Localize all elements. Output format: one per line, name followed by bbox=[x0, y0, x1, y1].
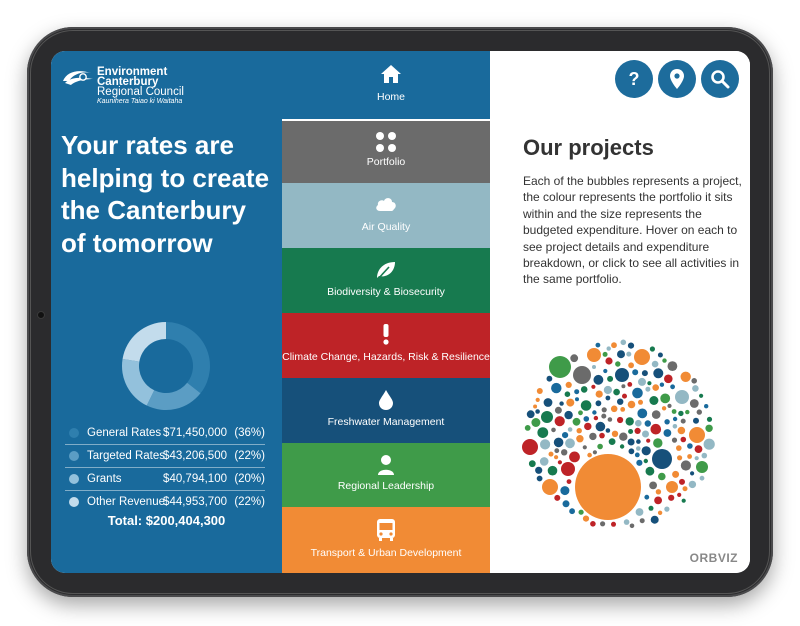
project-bubble[interactable] bbox=[611, 522, 616, 527]
project-bubble[interactable] bbox=[573, 366, 591, 384]
legend-amount: $71,450,000 bbox=[163, 427, 227, 439]
projects-title: Our projects bbox=[523, 135, 654, 160]
project-bubble[interactable] bbox=[652, 410, 661, 419]
legend-percent: (36%) bbox=[234, 427, 265, 439]
legend-amount: $43,206,500 bbox=[163, 450, 227, 462]
project-bubble[interactable] bbox=[620, 407, 625, 412]
project-bubble[interactable] bbox=[651, 424, 662, 435]
funding-legend bbox=[65, 422, 265, 513]
project-bubble[interactable] bbox=[651, 516, 659, 524]
project-bubble[interactable] bbox=[596, 422, 606, 432]
project-bubble[interactable] bbox=[548, 466, 558, 476]
project-bubble[interactable] bbox=[522, 439, 538, 455]
project-bubble[interactable] bbox=[650, 346, 655, 351]
project-bubble[interactable] bbox=[660, 383, 664, 387]
project-bubble[interactable] bbox=[658, 353, 663, 358]
project-bubble[interactable] bbox=[691, 378, 697, 384]
project-bubble[interactable] bbox=[642, 446, 651, 455]
project-bubble[interactable] bbox=[660, 394, 670, 404]
project-bubble[interactable] bbox=[551, 428, 556, 433]
project-bubble[interactable] bbox=[672, 409, 677, 414]
water-drop-icon bbox=[282, 389, 490, 413]
project-bubble[interactable] bbox=[601, 414, 606, 419]
project-bubble[interactable] bbox=[638, 378, 646, 386]
project-bubble[interactable] bbox=[654, 497, 662, 505]
project-bubble[interactable] bbox=[560, 486, 569, 495]
logo-tagline: Kaunihera Taiao ki Waitaha bbox=[97, 98, 183, 105]
cloud-icon bbox=[282, 195, 490, 219]
project-bubble[interactable] bbox=[617, 417, 623, 423]
legend-name: Grants bbox=[87, 473, 122, 485]
project-bubble[interactable] bbox=[662, 358, 666, 362]
project-bubble[interactable] bbox=[611, 406, 618, 413]
project-bubble[interactable] bbox=[603, 369, 607, 373]
project-bubble[interactable] bbox=[575, 397, 579, 401]
funding-donut-chart bbox=[121, 321, 211, 411]
project-bubble[interactable] bbox=[600, 521, 605, 526]
project-bubble[interactable] bbox=[681, 419, 686, 424]
project-bubble[interactable] bbox=[581, 386, 588, 393]
project-bubble[interactable] bbox=[554, 455, 558, 459]
project-bubble[interactable] bbox=[689, 481, 696, 488]
project-bubble[interactable] bbox=[607, 346, 611, 350]
nav-item-home[interactable] bbox=[282, 51, 500, 119]
project-bubble[interactable] bbox=[613, 389, 620, 396]
project-bubble[interactable] bbox=[697, 409, 702, 414]
project-bubble[interactable] bbox=[540, 457, 549, 466]
nav-item-regional-leadership[interactable] bbox=[282, 443, 490, 507]
project-bubble[interactable] bbox=[589, 433, 596, 440]
project-bubble[interactable] bbox=[590, 521, 596, 527]
project-bubble[interactable] bbox=[664, 419, 669, 424]
project-bubble[interactable] bbox=[541, 411, 553, 423]
project-bubble[interactable] bbox=[549, 356, 571, 378]
project-bubble[interactable] bbox=[576, 435, 583, 442]
project-bubble[interactable] bbox=[681, 460, 691, 470]
nav-item-portfolio[interactable] bbox=[282, 121, 490, 183]
project-bubble[interactable] bbox=[604, 386, 612, 394]
project-bubble[interactable] bbox=[649, 482, 657, 490]
project-bubble[interactable] bbox=[555, 407, 562, 414]
project-bubble[interactable] bbox=[527, 410, 535, 418]
project-bubble[interactable] bbox=[677, 493, 681, 497]
project-bubble[interactable] bbox=[652, 361, 659, 368]
project-bubble[interactable] bbox=[627, 382, 632, 387]
project-bubble[interactable] bbox=[673, 424, 678, 429]
location-button[interactable] bbox=[658, 60, 696, 98]
project-bubble[interactable] bbox=[704, 404, 708, 408]
project-bubble[interactable] bbox=[540, 439, 550, 449]
logo-text-line2: Canterbury bbox=[97, 76, 159, 88]
project-bubble[interactable] bbox=[584, 416, 590, 422]
logo-icon bbox=[61, 65, 95, 91]
project-bubble[interactable] bbox=[658, 511, 662, 515]
project-bubble[interactable] bbox=[681, 437, 687, 443]
project-bubble[interactable] bbox=[636, 446, 641, 451]
project-bubble[interactable] bbox=[644, 495, 649, 500]
brand-logo: ORBVIZ bbox=[689, 551, 738, 565]
project-bubble[interactable] bbox=[596, 400, 602, 406]
project-bubble[interactable] bbox=[653, 368, 663, 378]
project-bubble[interactable] bbox=[664, 375, 673, 384]
project-bubble[interactable] bbox=[642, 370, 648, 376]
project-bubble[interactable] bbox=[569, 452, 580, 463]
project-bubble[interactable] bbox=[667, 404, 671, 408]
project-bubble[interactable] bbox=[685, 410, 689, 414]
project-bubble[interactable] bbox=[594, 375, 604, 385]
legend-row-general-rates[interactable] bbox=[65, 422, 265, 445]
project-bubble[interactable] bbox=[636, 439, 641, 444]
project-bubble[interactable] bbox=[670, 384, 675, 389]
project-bubble[interactable] bbox=[593, 450, 597, 454]
home-icon bbox=[282, 64, 500, 88]
project-bubble[interactable] bbox=[672, 438, 677, 443]
legend-dot bbox=[69, 474, 79, 484]
project-bubble[interactable] bbox=[695, 456, 699, 460]
project-bubble[interactable] bbox=[629, 448, 635, 454]
project-bubble[interactable] bbox=[587, 348, 601, 362]
project-bubble[interactable] bbox=[558, 460, 562, 464]
project-bubble[interactable] bbox=[664, 507, 669, 512]
project-bubble[interactable] bbox=[645, 420, 651, 426]
project-bubble[interactable] bbox=[535, 467, 542, 474]
nav-item-climate-change[interactable] bbox=[282, 313, 490, 378]
project-bubble[interactable] bbox=[676, 445, 682, 451]
legend-dot bbox=[69, 428, 79, 438]
project-bubble[interactable] bbox=[581, 400, 592, 411]
donut-slice[interactable] bbox=[166, 322, 210, 393]
project-bubble[interactable] bbox=[597, 444, 603, 450]
project-bubble[interactable] bbox=[565, 438, 575, 448]
project-bubble[interactable] bbox=[707, 417, 712, 422]
project-bubble[interactable] bbox=[632, 388, 643, 399]
logo-text-line3: Regional Council bbox=[97, 86, 184, 98]
project-bubble[interactable] bbox=[628, 439, 635, 446]
project-bubble[interactable] bbox=[653, 438, 662, 447]
project-bubble[interactable] bbox=[617, 350, 625, 358]
project-bubble[interactable] bbox=[632, 369, 638, 375]
search-icon bbox=[710, 69, 730, 89]
project-bubble[interactable] bbox=[563, 500, 570, 507]
legend-name: Other Revenue bbox=[87, 496, 165, 508]
nav-label: Regional Leadership bbox=[337, 480, 435, 492]
nav-label: Freshwater Management bbox=[327, 416, 445, 428]
project-bubble[interactable] bbox=[681, 372, 691, 382]
project-bubble[interactable] bbox=[647, 381, 651, 385]
project-bubble[interactable] bbox=[529, 460, 536, 467]
project-bubble[interactable] bbox=[605, 357, 612, 364]
headline: Your rates are helping to create the Canterbury of tomorrow bbox=[61, 130, 270, 258]
project-bubble[interactable] bbox=[584, 423, 591, 430]
legend-percent: (22%) bbox=[234, 450, 265, 462]
projects-panel bbox=[490, 51, 750, 573]
project-bubble[interactable] bbox=[656, 489, 661, 494]
legend-dot bbox=[69, 451, 79, 461]
nav-label: Home bbox=[376, 91, 405, 103]
project-bubble[interactable] bbox=[649, 396, 658, 405]
project-bubble[interactable] bbox=[638, 400, 643, 405]
search-button[interactable] bbox=[701, 60, 739, 98]
project-bubble[interactable] bbox=[662, 406, 666, 410]
project-bubble[interactable] bbox=[652, 384, 659, 391]
legend-row-targeted-rates[interactable] bbox=[65, 445, 265, 468]
project-bubble[interactable] bbox=[596, 343, 601, 348]
project-bubble[interactable] bbox=[531, 418, 540, 427]
camera-icon bbox=[37, 311, 45, 319]
nav-label: Climate Change, Hazards, Risk & Resilience bbox=[282, 351, 490, 363]
project-bubble[interactable] bbox=[566, 399, 574, 407]
exclamation-icon bbox=[282, 323, 490, 347]
project-bubble[interactable] bbox=[615, 368, 629, 382]
project-bubble[interactable] bbox=[536, 398, 540, 402]
nav-item-freshwater[interactable] bbox=[282, 378, 490, 443]
project-bubble[interactable] bbox=[628, 429, 633, 434]
project-bubble[interactable] bbox=[573, 418, 581, 426]
project-bubble[interactable] bbox=[592, 365, 596, 369]
project-bubble[interactable] bbox=[561, 449, 567, 455]
project-bubble[interactable] bbox=[687, 454, 692, 459]
legend-name: Targeted Rates bbox=[87, 450, 165, 462]
legend-amount: $40,794,100 bbox=[163, 473, 227, 485]
project-bubble[interactable] bbox=[591, 385, 595, 389]
project-bubble[interactable] bbox=[565, 391, 571, 397]
project-bubble[interactable] bbox=[624, 519, 630, 525]
project-bubble[interactable] bbox=[635, 453, 640, 458]
legend-name: General Rates bbox=[87, 427, 162, 439]
project-bubble[interactable] bbox=[636, 460, 642, 466]
project-bubble[interactable] bbox=[679, 479, 685, 485]
project-bubble[interactable] bbox=[695, 445, 703, 453]
project-bubble[interactable] bbox=[554, 495, 560, 501]
project-bubble[interactable] bbox=[577, 428, 582, 433]
project-bubble[interactable] bbox=[649, 506, 654, 511]
project-bubble[interactable] bbox=[628, 362, 634, 368]
legend-percent: (22%) bbox=[234, 496, 265, 508]
project-bubble[interactable] bbox=[628, 343, 634, 349]
project-bubble[interactable] bbox=[678, 411, 683, 416]
project-bubble[interactable] bbox=[619, 433, 627, 441]
project-bubble[interactable] bbox=[578, 410, 583, 415]
project-bubble[interactable] bbox=[702, 453, 708, 459]
project-bubble[interactable] bbox=[668, 361, 678, 371]
project-bubble[interactable] bbox=[693, 418, 699, 424]
project-bubble[interactable] bbox=[537, 427, 548, 438]
project-bubble[interactable] bbox=[525, 425, 531, 431]
project-bubble[interactable] bbox=[608, 417, 613, 422]
project-bubble[interactable] bbox=[606, 396, 611, 401]
projects-description: Each of the bubbles represents a project, the colour represents the portfolio it sits within and the size represents the budgeted expenditure. Hover on each to see project details and expenditure breakdown, or click to see all activities in the same portfolio. bbox=[523, 174, 742, 287]
left-panel bbox=[51, 51, 282, 573]
legend-amount: $44,953,700 bbox=[163, 496, 227, 508]
logo-text-line1: Environment bbox=[97, 66, 168, 78]
project-bubble[interactable] bbox=[620, 444, 624, 448]
project-bubble[interactable] bbox=[569, 508, 575, 514]
project-bubble[interactable] bbox=[547, 376, 553, 382]
project-bubble[interactable] bbox=[645, 387, 650, 392]
portfolio-nav bbox=[282, 51, 490, 573]
project-bubble[interactable] bbox=[607, 376, 613, 382]
project-bubble[interactable] bbox=[567, 479, 572, 484]
project-bubble[interactable] bbox=[566, 382, 572, 388]
project-bubble[interactable] bbox=[559, 401, 563, 405]
project-bubble[interactable] bbox=[626, 352, 631, 357]
project-bubble[interactable] bbox=[554, 438, 564, 448]
donut-slice[interactable] bbox=[123, 322, 166, 362]
project-bubble[interactable] bbox=[678, 427, 686, 435]
project-bubble[interactable] bbox=[621, 384, 625, 388]
project-bubble[interactable] bbox=[704, 439, 715, 450]
project-bubble[interactable] bbox=[542, 479, 558, 495]
project-bubble[interactable] bbox=[562, 432, 568, 438]
project-bubble[interactable] bbox=[635, 420, 642, 427]
project-bubble[interactable] bbox=[664, 429, 672, 437]
project-bubble[interactable] bbox=[682, 499, 686, 503]
app-screen bbox=[51, 51, 750, 573]
project-bubble[interactable] bbox=[551, 383, 561, 393]
project-bubble[interactable] bbox=[677, 455, 682, 460]
project-bubble[interactable] bbox=[699, 394, 703, 398]
project-bubble[interactable] bbox=[587, 453, 592, 458]
location-pin-icon bbox=[669, 68, 685, 90]
project-bubble[interactable] bbox=[696, 461, 708, 473]
org-logo[interactable] bbox=[61, 65, 211, 115]
project-bubble[interactable] bbox=[700, 476, 705, 481]
project-bubble[interactable] bbox=[537, 476, 543, 482]
project-bubble[interactable] bbox=[672, 471, 679, 478]
nav-item-biodiversity[interactable] bbox=[282, 248, 490, 313]
bus-icon bbox=[282, 518, 490, 542]
project-bubble[interactable] bbox=[705, 425, 712, 432]
project-bubble[interactable] bbox=[596, 391, 603, 398]
project-bubble[interactable] bbox=[594, 416, 598, 420]
project-bubble[interactable] bbox=[579, 510, 584, 515]
project-bubble[interactable] bbox=[622, 394, 627, 399]
project-bubble[interactable] bbox=[668, 495, 674, 501]
project-bubble[interactable] bbox=[637, 409, 647, 419]
project-bubble[interactable] bbox=[574, 389, 579, 394]
project-bubble[interactable] bbox=[561, 462, 575, 476]
legend-dot bbox=[69, 497, 79, 507]
project-bubble[interactable] bbox=[555, 416, 565, 426]
nav-label: Biodiversity & Biosecurity bbox=[327, 286, 445, 298]
project-bubble[interactable] bbox=[673, 417, 677, 421]
nav-label: Portfolio bbox=[366, 156, 406, 168]
project-bubble[interactable] bbox=[635, 428, 641, 434]
funding-total: Total: $200,404,300 bbox=[107, 513, 226, 528]
project-bubble[interactable] bbox=[549, 452, 554, 457]
donut-slice[interactable] bbox=[122, 359, 154, 406]
project-bubble[interactable] bbox=[621, 340, 627, 346]
project-bubble[interactable] bbox=[602, 407, 607, 412]
project-bubble[interactable] bbox=[626, 417, 634, 425]
help-button[interactable] bbox=[615, 60, 653, 98]
person-icon bbox=[282, 454, 490, 478]
project-bubble-cluster[interactable] bbox=[522, 337, 718, 533]
project-bubble[interactable] bbox=[642, 431, 649, 438]
legend-row-other-revenue[interactable] bbox=[65, 491, 265, 513]
project-bubble[interactable] bbox=[611, 342, 617, 348]
project-bubble[interactable] bbox=[568, 427, 573, 432]
project-bubble[interactable] bbox=[606, 428, 611, 433]
project-bubble[interactable] bbox=[666, 481, 678, 493]
project-bubble[interactable] bbox=[554, 448, 559, 453]
grid-icon bbox=[282, 131, 490, 155]
project-bubble[interactable] bbox=[583, 445, 587, 449]
project-bubble[interactable] bbox=[609, 438, 616, 445]
project-bubble[interactable] bbox=[603, 352, 608, 357]
project-bubble[interactable] bbox=[683, 486, 688, 491]
project-bubble[interactable] bbox=[570, 354, 578, 362]
project-bubble[interactable] bbox=[612, 431, 618, 437]
project-bubble[interactable] bbox=[640, 518, 645, 523]
project-bubble[interactable] bbox=[628, 401, 636, 409]
legend-row-grants[interactable] bbox=[65, 468, 265, 491]
project-bubble[interactable] bbox=[615, 361, 620, 366]
project-bubble[interactable] bbox=[617, 399, 623, 405]
project-bubble[interactable] bbox=[646, 467, 655, 476]
project-bubble[interactable] bbox=[533, 405, 537, 409]
project-bubble[interactable] bbox=[690, 399, 699, 408]
help-icon bbox=[624, 69, 644, 89]
legend-percent: (20%) bbox=[234, 473, 265, 485]
nav-item-air-quality[interactable] bbox=[282, 183, 490, 248]
project-bubble[interactable] bbox=[687, 443, 693, 449]
nav-label: Air Quality bbox=[361, 221, 411, 233]
project-bubble[interactable] bbox=[537, 388, 543, 394]
project-bubble[interactable] bbox=[535, 409, 540, 414]
project-bubble[interactable] bbox=[544, 398, 553, 407]
leaf-icon bbox=[282, 260, 490, 284]
project-bubble[interactable] bbox=[646, 439, 650, 443]
nav-item-transport[interactable] bbox=[282, 507, 490, 573]
project-bubble[interactable] bbox=[675, 390, 689, 404]
project-bubble[interactable] bbox=[692, 385, 699, 392]
svg-text:?: ? bbox=[628, 69, 640, 89]
project-bubble[interactable] bbox=[575, 454, 641, 520]
project-bubble[interactable] bbox=[658, 473, 666, 481]
project-bubble[interactable] bbox=[583, 516, 589, 522]
project-bubble[interactable] bbox=[630, 524, 635, 529]
project-bubble[interactable] bbox=[644, 459, 648, 463]
project-bubble[interactable] bbox=[599, 433, 605, 439]
project-bubble[interactable] bbox=[636, 508, 644, 516]
project-bubble[interactable] bbox=[564, 411, 572, 419]
nav-label: Transport & Urban Development bbox=[310, 547, 462, 559]
project-bubble[interactable] bbox=[592, 410, 596, 414]
project-bubble[interactable] bbox=[690, 471, 694, 475]
project-bubble[interactable] bbox=[634, 349, 650, 365]
project-bubble[interactable] bbox=[652, 449, 672, 469]
project-bubble[interactable] bbox=[689, 427, 705, 443]
